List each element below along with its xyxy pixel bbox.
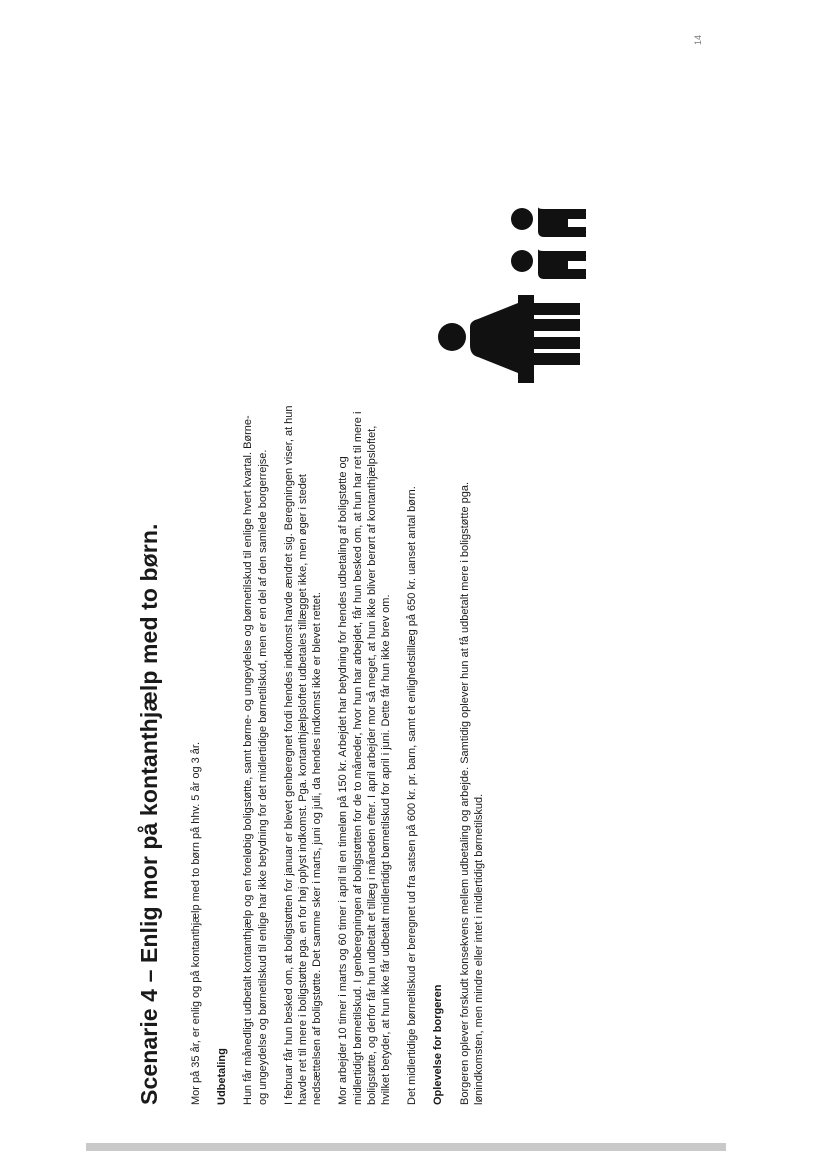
page-title: Scenarie 4 – Enlig mor på kontanthjælp med to børn. — [136, 523, 162, 1105]
paragraph: Borgeren oplever forskudt konsekvens mellem udbetaling og arbejde. Samtidig oplever hun at få udbetalt mere i boligstøtte pga. lønindkomsten, men mindre eller intet i midlertidigt børnetilskud. — [458, 481, 485, 1105]
paragraph: Det midlertidige børnetilskud er beregnet ud fra satsen på 600 kr. pr. barn, samt et enlighedstillæg på 650 kr. uanset antal børn. — [406, 486, 419, 1105]
section-heading-oplevelse: Oplevelse for borgeren — [432, 984, 445, 1105]
paragraph: I februar får hun besked om, at boligstøtten for januar er blevet genberegnet fordi hendes indkomst havde ændret sig. Beregningen viser, at hun havde ret til mere i boligstøtte pga. en for høj oplyst indkomst. Pga. kontanthjælpsloftet udbetales tillægget ikke, men øger i stedet nedsættelsen af boligstøtte. Det samme sker i marts, juni og juli, da hendes indkomst ikke er blevet rettet. — [282, 405, 324, 1105]
family-woman-two-children-icon — [430, 195, 590, 390]
paragraph: Hun får månedligt udbetalt kontanthjælp og en foreløbig boligstøtte, samt børne- og ungeydelse og børnetilskud til enlige hvert kvartal. Børne- og ungeydelse og børnetilskud til enlige har ikke betydning for det midlertidige børnetilskud, men er en del af den samlede borgerrejse. — [242, 415, 269, 1105]
paragraph: Mor arbejder 10 timer i marts og 60 timer i april til en timeløn på 150 kr. Arbejdet har betydning for hendes udbetaling af boligstøtte og midlertidigt børnetilskud. I genberegningen af boligstøtten for de to måneder, hvor hun har arbejdet, får hun besked om, at hun har ret til mere i boligstøtte, og derfor får hun udbetalt et tillæg i måneden efter. I april arbejder mor så meget, at hun ikke bliver berørt af kontanthjælpsloftet, hvilket betyder, at hun ikke får udbetalt midlertidigt børnetilskud for april i juni. Dette får hun ikke brev om. — [337, 411, 393, 1105]
page-number: 14 — [693, 35, 703, 46]
section-heading-udbetaling: Udbetaling — [216, 1048, 229, 1105]
intro-paragraph: Mor på 35 år, er enlig og på kontanthjælp med to børn på hhv. 5 år og 3 år. — [190, 741, 202, 1105]
page-bottom-bar — [86, 1143, 726, 1151]
